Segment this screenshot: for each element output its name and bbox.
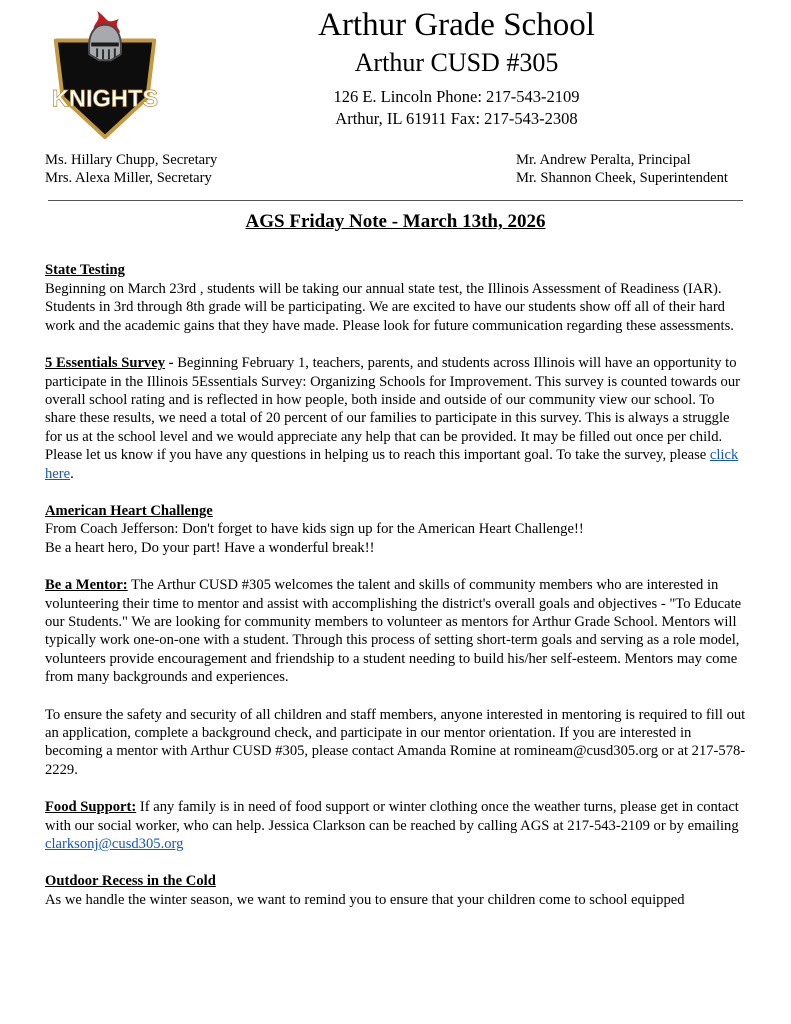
food-support-paragraph — [45, 798, 746, 853]
essentials-survey-paragraph — [45, 354, 746, 483]
staff-left-column — [45, 151, 217, 187]
header-divider — [48, 200, 743, 201]
document-header — [45, 5, 746, 146]
knights-logo-graphic — [45, 9, 165, 141]
heart-challenge-line2: Be a heart hero, Do your part! Have a wonderful break!! — [45, 539, 375, 556]
survey-click-here-link[interactable]: click here — [45, 447, 739, 482]
be-a-mentor-paragraph — [45, 576, 746, 686]
food-support-heading: Food Support: — [45, 799, 137, 816]
staff-secretary-1: Ms. Hillary Chupp, Secretary — [45, 152, 218, 168]
logo-knights-text: KNIGHTS — [51, 86, 159, 113]
contact-fax-line: Arthur, IL 61911 Fax: 217-543-2308 — [335, 108, 578, 128]
heart-challenge-line1: From Coach Jefferson: Don't forget to have kids sign up for the American Heart Challenge!! — [45, 521, 584, 538]
section-essentials-survey — [45, 354, 746, 483]
staff-principal: Mr. Andrew Peralta, Principal — [516, 152, 691, 168]
section-be-a-mentor — [45, 576, 746, 686]
be-a-mentor-text: The Arthur CUSD #305 welcomes the talent and skills of community members who are interested in volunteering their time to mentor and assist with accomplishing the district's overall goals and objectives - "To Educate our Students." We are looking for community members to volunteer as mentors for Arthur Grade School. Mentors will typically work one-on-one with a student. Through this process of setting short-term goals and serving as a role model, volunteers provide encouragement and friendship to a student needing to build his/her self-esteem. Mentors may come from many backgrounds and experiences. — [45, 577, 742, 686]
logo-visor — [91, 42, 119, 46]
knights-logo — [45, 5, 167, 146]
food-support-text: If any family is in need of food support or winter clothing once the weather turns, please get in contact with our social worker, who can help. Jessica Clarkson can be reached by calling AGS at 217-543-2109 or by emailing — [45, 799, 739, 834]
staff-right-column — [516, 151, 728, 187]
staff-superintendent: Mr. Shannon Cheek, Superintendent — [516, 170, 728, 187]
staff-secretary-2: Mrs. Alexa Miller, Secretary — [45, 170, 212, 187]
note-title: AGS Friday Note - March 13th, 2026 — [245, 211, 546, 233]
section-state-testing — [45, 261, 746, 335]
food-support-email-link[interactable]: clarksonj@cusd305.org — [45, 836, 184, 853]
district-name: Arthur CUSD #305 — [354, 47, 559, 77]
outdoor-recess-heading: Outdoor Recess in the Cold — [45, 873, 216, 890]
mentor-requirements-body: To ensure the safety and security of all children and staff members, anyone interested in mentoring is required to fill out an application, complete a background check, and participate in our mentor orientation. If you are interested in becoming a mentor with Arthur CUSD #305, please contact Amanda Romine at romineam@cusd305.org or at 217-578-2229. — [45, 706, 746, 778]
outdoor-recess-heading-line — [45, 872, 746, 890]
be-a-mentor-heading: Be a Mentor: — [45, 577, 128, 594]
school-name: Arthur Grade School — [318, 7, 595, 43]
contact-phone-line: 126 E. Lincoln Phone: 217-543-2109 — [333, 86, 580, 106]
state-testing-heading-line — [45, 261, 746, 279]
essentials-survey-separator: - — [165, 355, 178, 372]
section-food-support — [45, 798, 746, 853]
heart-challenge-heading-line — [45, 502, 746, 520]
section-mentor-requirements — [45, 706, 746, 780]
header-text-block — [167, 5, 746, 129]
state-testing-body: Beginning on March 23rd , students will be taking our annual state test, the Illinois Assessment of Readiness (IAR). Students in 3rd through 8th grade will be participating. We are excited to have our students show off all of their hard work and the academic gains that they have made. Please look for future communication regarding these assessments. — [45, 280, 734, 334]
staff-row — [45, 151, 746, 187]
section-outdoor-recess — [45, 872, 746, 909]
outdoor-recess-body: As we handle the winter season, we want to remind you to ensure that your children come to school equipped — [45, 891, 685, 908]
section-heart-challenge — [45, 502, 746, 557]
essentials-survey-text: Beginning February 1, teachers, parents, and students across Illinois will have an opportunity to participate in the Illinois 5Essentials Survey: Organizing Schools for Improvement. This survey is counted towards our overall school rating and is reflected in how people, both inside and outside of our community view our school. To share these results, we need a total of 20 percent of our families to participate in this survey. This is always a struggle for us at the school level and we would appreciate any help that can be provided. It may be filled out once per child. Please let us know if you have any questions in helping us to reach this important goal. To take the survey, please — [45, 355, 740, 464]
essentials-survey-after-link: . — [70, 465, 74, 482]
state-testing-heading: State Testing — [45, 262, 125, 279]
essentials-survey-heading: 5 Essentials Survey — [45, 355, 166, 372]
heart-challenge-heading: American Heart Challenge — [45, 502, 213, 519]
